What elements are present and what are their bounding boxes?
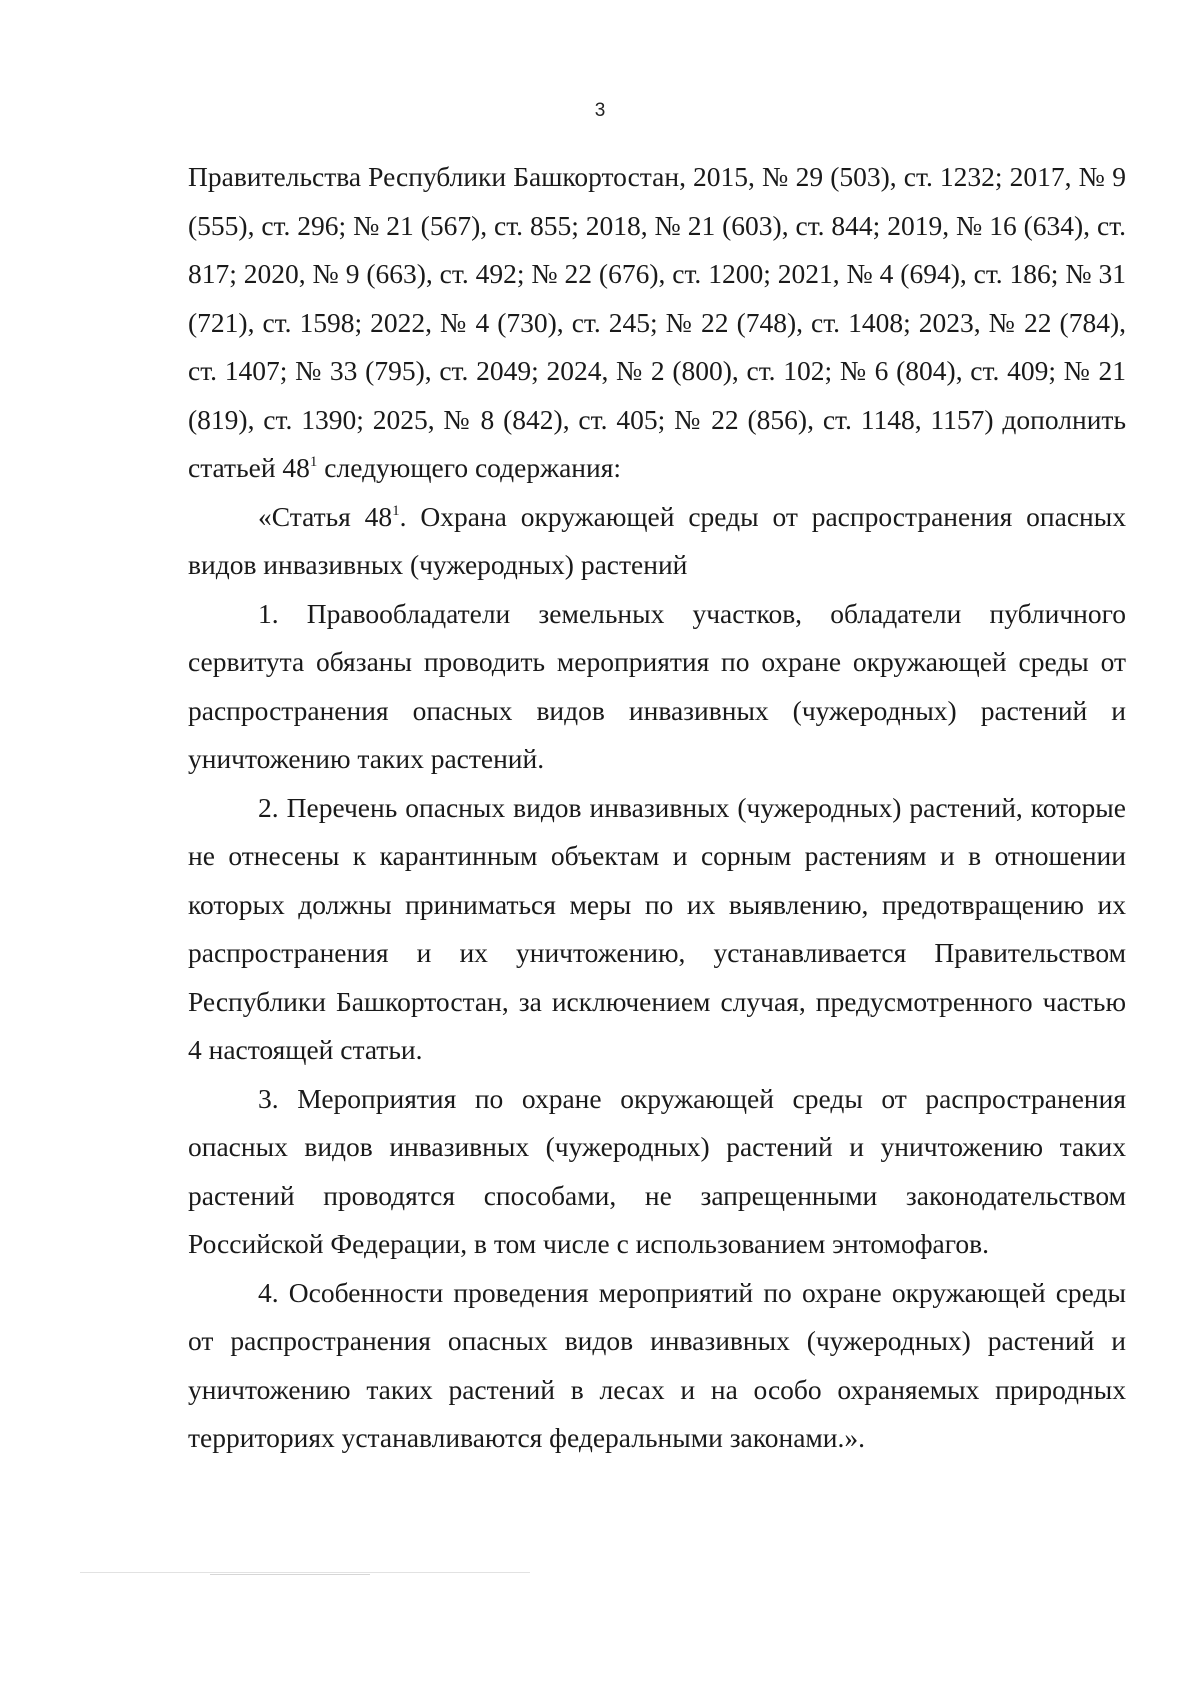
- article-title: . Охрана окружающей среды от распространения опасных видов инвазивных (чужеродных) растений: [188, 500, 1126, 580]
- document-body: [188, 153, 1126, 1463]
- scan-artifact: [210, 1574, 370, 1575]
- paragraph-2: 2. Перечень опасных видов инвазивных (чужеродных) растений, которые не отнесены к карантинным объектам и сорным растениям и в отношении которых должны приниматься меры по их выявлению, предотвращению их распространения и их уничтожению, устанавливается Правительством Республики Башкортостан, за исключением случая, предусмотренного частью 4 настоящей статьи.: [188, 791, 1126, 1065]
- paragraph-1: 1. Правообладатели земельных участков, обладатели публичного сервитута обязаны проводить мероприятия по охране окружающей среды от распространения опасных видов инвазивных (чужеродных) растений и уничтожению таких растений.: [188, 597, 1126, 774]
- scan-artifact: [80, 1572, 530, 1573]
- page-number: 3: [594, 100, 606, 121]
- intro-text: Правительства Республики Башкортостан, 2015, № 29 (503), ст. 1232; 2017, № 9 (555), ст. 296; № 21 (567), ст. 855; 2018, № 21 (603), ст. 844; 2019, № 16 (634), ст. 817; 2020, № 9 (663), ст. 492; № 22 (676), ст. 1200; 2021, № 4 (694), ст. 186; № 31 (721), ст. 1598; 2022, № 4 (730), ст. 245; № 22 (748), ст. 1408; 2023, № 22 (784), ст. 1407; № 33 (795), ст. 2049; 2024, № 2 (800), ст. 102; № 6 (804), ст. 409; № 21 (819), ст. 1390; 2025, № 8 (842), ст. 405; № 22 (856), ст. 1148, 1157) дополнить статьей 48: [188, 161, 1126, 483]
- intro-superscript: 1: [309, 454, 318, 470]
- article-prefix: «Статья 48: [258, 500, 393, 532]
- article-superscript: 1: [392, 502, 400, 519]
- article-heading: [188, 493, 1126, 590]
- intro-tail: следующего содержания:: [317, 452, 621, 483]
- intro-paragraph: [188, 153, 1126, 493]
- paragraph-3: 3. Мероприятия по охране окружающей среды от распространения опасных видов инвазивных (чужеродных) растений и уничтожению таких растений проводятся способами, не запрещенными законодательством Российской Федерации, в том числе с использованием энтомофагов.: [188, 1082, 1126, 1259]
- paragraph-4: 4. Особенности проведения мероприятий по охране окружающей среды от распространения опасных видов инвазивных (чужеродных) растений и уничтожению таких растений в лесах и на особо охраняемых природных территориях устанавливаются федеральными законами.».: [188, 1276, 1126, 1453]
